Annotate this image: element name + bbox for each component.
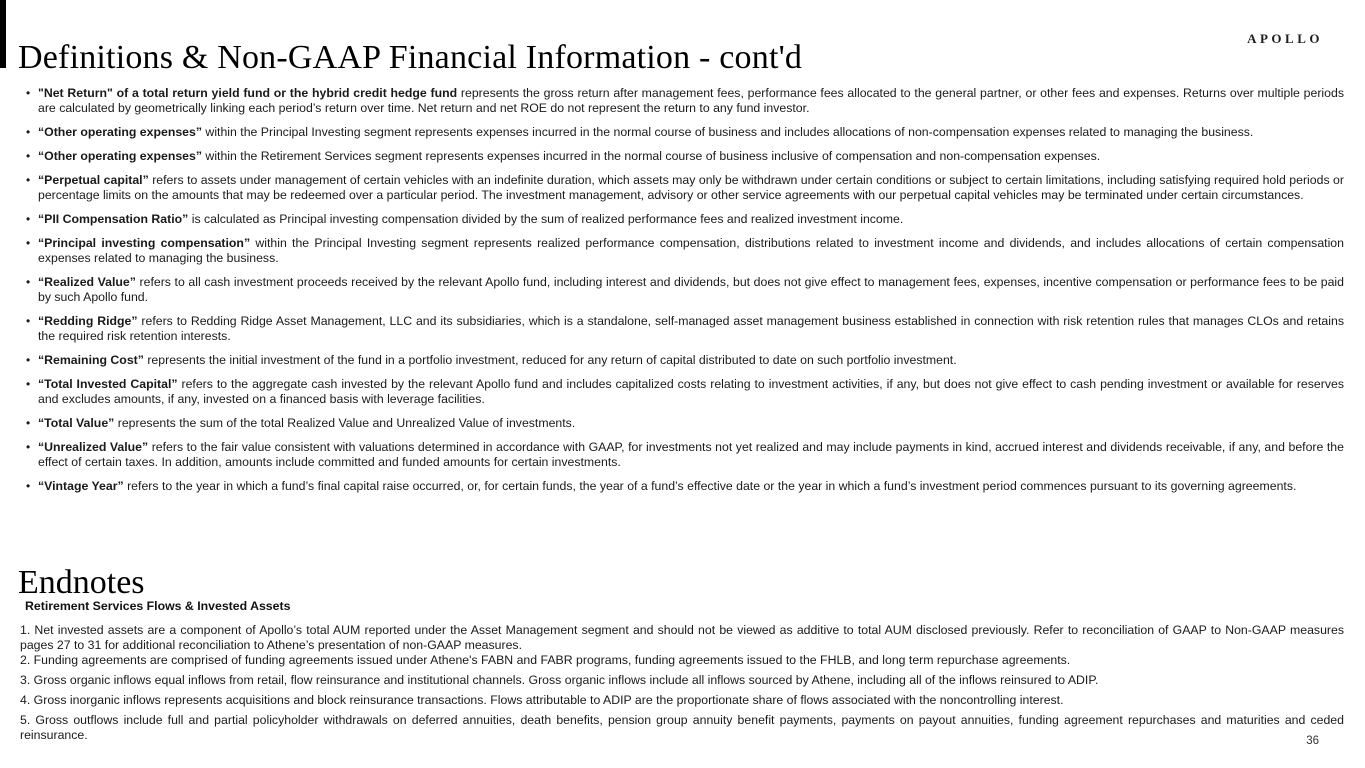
definition-term: “Total Invested Capital”: [38, 377, 178, 391]
definition-item-principal-investing-compensation: [38, 236, 1344, 266]
definition-body: refers to assets under management of certain vehicles with an indefinite duration, which assets may only be withdrawn under certain conditions or subject to certain limitations, including satisfying required hold periods or percentage limits on the amounts that may be redeemed over a particular period. The investment management, advisory or other service agreements with our perpetual capital vehicles may be terminated under certain circumstances.: [38, 173, 1344, 202]
definition-item-total-value: [38, 416, 1344, 431]
definitions-list: [38, 86, 1344, 503]
definition-body: represents the sum of the total Realized Value and Unrealized Value of investments.: [114, 416, 576, 430]
definition-term: “Principal investing compensation”: [38, 236, 251, 250]
endnotes-heading: Endnotes: [18, 564, 145, 602]
definition-body: refers to the aggregate cash invested by the relevant Apollo fund and includes capitalized costs relating to investment activities, if any, but does not give effect to cash pending investment or available for reserves and excludes amounts, if any, invested on a financed basis with leverage facilities.: [38, 377, 1344, 406]
definition-term: “Other operating expenses”: [38, 125, 203, 139]
definition-term: “Other operating expenses”: [38, 149, 203, 163]
left-accent-bar: [0, 0, 6, 68]
definition-term: “Realized Value”: [38, 275, 136, 289]
definition-term: “Unrealized Value”: [38, 440, 149, 454]
definition-body: within the Principal Investing segment represents realized performance compensation, distributions related to investment income and dividends, and includes allocations of certain compensation expenses related to managing the business.: [38, 236, 1344, 265]
definition-term: “Remaining Cost”: [38, 353, 144, 367]
definition-item-other-operating-expenses-rs: [38, 149, 1344, 164]
definition-term: “Total Value”: [38, 416, 115, 430]
definition-item-remaining-cost: [38, 353, 1344, 368]
definition-body: refers to all cash investment proceeds received by the relevant Apollo fund, including interest and dividends, but does not give effect to management fees, expenses, incentive compensation or performance fees to be paid by such Apollo fund.: [38, 275, 1345, 304]
definition-item-total-invested-capital: [38, 377, 1344, 407]
definition-term: "Net Return" of a total return yield fund or the hybrid credit hedge fund: [38, 86, 458, 100]
definition-item-net-return: [38, 86, 1344, 116]
endnote-3: 3. Gross organic inflows equal inflows from retail, flow reinsurance and institutional channels. Gross organic inflows include all inflows sourced by Athene, including all of the inflows reinsured to ADIP.: [20, 673, 1099, 687]
definition-body: represents the initial investment of the fund in a portfolio investment, reduced for any return of capital distributed to date on such portfolio investment.: [143, 353, 957, 367]
definition-term: “PII Compensation Ratio”: [38, 212, 189, 226]
definition-body: within the Principal Investing segment represents expenses incurred in the normal course of business and includes allocations of non-compensation expenses related to managing the business.: [202, 125, 1254, 139]
definition-item-vintage-year: [38, 479, 1344, 494]
definition-body: refers to the year in which a fund’s final capital raise occurred, or, for certain funds, the year of a fund’s effective date or the year in which a fund’s investment period commences pursuant to its governing agreements.: [123, 479, 1297, 493]
definition-term: “Redding Ridge”: [38, 314, 138, 328]
definition-item-other-operating-expenses-pi: [38, 125, 1344, 140]
page-number: 36: [1306, 735, 1319, 747]
definition-term: “Vintage Year”: [38, 479, 124, 493]
endnote-4: 4. Gross inorganic inflows represents acquisitions and block reinsurance transactions. Flows attributable to ADIP are the proportionate share of flows associated with the noncontrolling interest.: [20, 693, 1064, 707]
endnotes-list: [20, 623, 1344, 748]
page-title: Definitions & Non-GAAP Financial Information - cont'd: [18, 38, 803, 76]
definition-term: “Perpetual capital”: [38, 173, 149, 187]
definition-item-pii-compensation-ratio: [38, 212, 1344, 227]
definition-body: refers to Redding Ridge Asset Management, LLC and its subsidiaries, which is a standalone, self-managed asset management business established in connection with risk retention rules that manages CLOs and retains the required risk retention interests.: [38, 314, 1344, 343]
definition-body: refers to the fair value consistent with valuations determined in accordance with GAAP, for investments not yet realized and may include payments in kind, accrued interest and dividends receivable, if any, and before the effect of certain taxes. In addition, amounts include committed and funded amounts for certain investments.: [38, 440, 1344, 469]
definition-item-perpetual-capital: [38, 173, 1344, 203]
definition-item-redding-ridge: [38, 314, 1344, 344]
definition-body: is calculated as Principal investing compensation divided by the sum of realized performance fees and realized investment income.: [188, 212, 904, 226]
endnote-5: 5. Gross outflows include full and partial policyholder withdrawals on deferred annuities, death benefits, pension group annuity benefit payments, payments on payout annuities, funding agreement repurchases and maturities and ceded reinsurance.: [20, 713, 1344, 742]
definition-item-realized-value: [38, 275, 1344, 305]
definition-body: represents the gross return after management fees, performance fees allocated to the general partner, or other fees and expenses. Returns over multiple periods are calculated by geometrically linking each period’s return over time. Net return and net ROE do not represent the return to any fund investor.: [38, 86, 1344, 115]
endnote-1: 1. Net invested assets are a component of Apollo’s total AUM reported under the Asset Management segment and should not be viewed as additive to total AUM disclosed previously. Refer to reconciliation of GAAP to Non-GAAP measures pages 27 to 31 for additional reconciliation to Athene’s presentation of non-GAAP measures.: [20, 623, 1344, 652]
apollo-logo: APOLLO: [1247, 31, 1323, 46]
endnotes-subheading: Retirement Services Flows & Invested Assets: [25, 599, 291, 613]
definition-item-unrealized-value: [38, 440, 1344, 470]
endnote-2: 2. Funding agreements are comprised of funding agreements issued under Athene's FABN and FABR programs, funding agreements issued to the FHLB, and long term repurchase agreements.: [20, 653, 1071, 667]
definition-body: within the Retirement Services segment represents expenses incurred in the normal course of business inclusive of compensation and non-compensation expenses.: [202, 149, 1101, 163]
